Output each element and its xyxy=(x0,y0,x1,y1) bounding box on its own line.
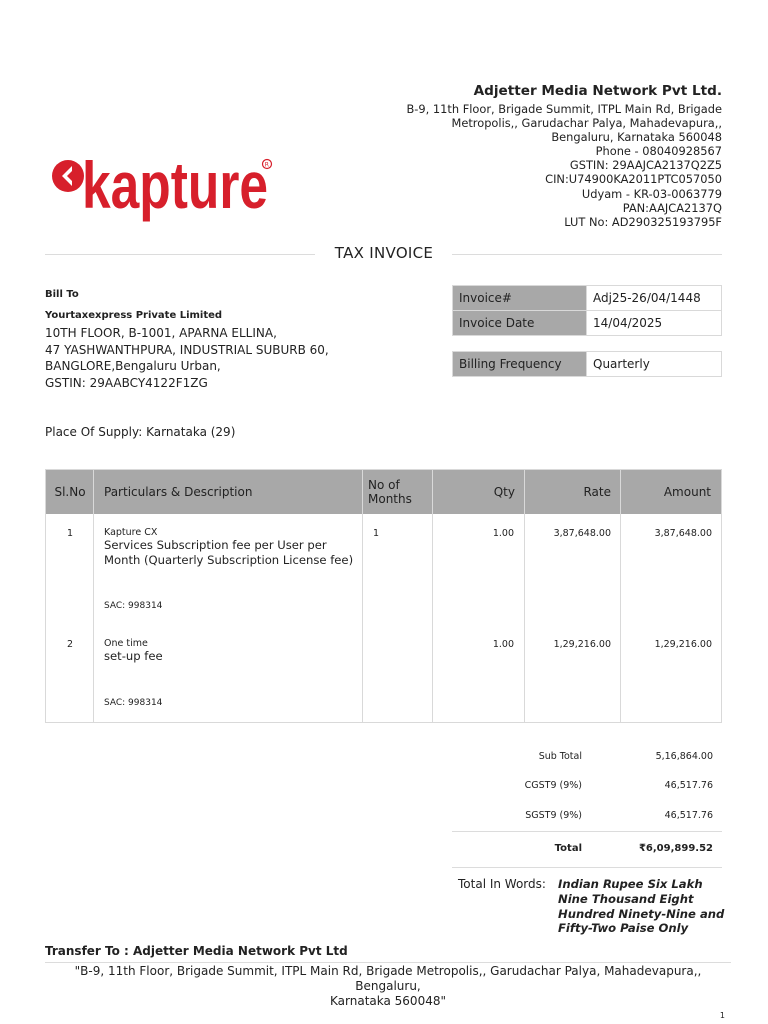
transfer-divider xyxy=(45,962,731,963)
row1-slno: 1 xyxy=(66,528,74,539)
document-title: TAX INVOICE xyxy=(0,244,768,262)
page-number: 1 xyxy=(719,1011,725,1020)
invoice-number-value: Adj25-26/04/1448 xyxy=(587,286,722,311)
row2-qty: 1.00 xyxy=(492,639,514,650)
company-name: Adjetter Media Network Pvt Ltd. xyxy=(473,83,722,99)
customer-gstin: GSTIN: 29AABCY4122F1ZG xyxy=(45,375,208,390)
row2-rate: 1,29,216.00 xyxy=(553,639,611,650)
row2-product: One time xyxy=(104,638,148,649)
billing-frequency-table xyxy=(452,351,722,377)
customer-address-line: BANGLORE,Bengaluru Urban, xyxy=(45,359,221,373)
words-line: Hundred Ninety-Nine and xyxy=(558,906,725,921)
total-row xyxy=(452,843,722,863)
row1-desc-line: Month (Quarterly Subscription License fee) xyxy=(104,552,354,567)
invoice-info-table xyxy=(452,285,722,336)
company-address-line: Metropolis,, Garudachar Palya, Mahadevapura,, xyxy=(451,116,722,131)
invoice-date-label: Invoice Date xyxy=(453,311,587,336)
billing-frequency-row xyxy=(453,352,722,377)
words-line: Nine Thousand Eight xyxy=(558,891,694,906)
row1-sac: SAC: 998314 xyxy=(104,601,163,611)
subtotal-label: Sub Total xyxy=(538,751,582,762)
cgst-value: 46,517.76 xyxy=(664,780,713,791)
row2-description xyxy=(104,638,362,664)
total-in-words-label: Total In Words: xyxy=(458,877,546,891)
total-in-words xyxy=(558,877,728,936)
subtotal-value: 5,16,864.00 xyxy=(655,751,713,762)
bill-to-block xyxy=(45,287,329,391)
row1-description xyxy=(104,527,362,567)
cgst-row xyxy=(452,780,722,800)
billing-frequency-label: Billing Frequency xyxy=(453,352,587,377)
total-label: Total xyxy=(554,843,582,854)
customer-address-line: 47 YASHWANTHPURA, INDUSTRIAL SUBURB 60, xyxy=(45,342,329,357)
line-items-table xyxy=(45,469,722,723)
customer-name: Yourtaxexpress Private Limited xyxy=(45,309,223,321)
words-line: Fifty-Two Paise Only xyxy=(558,921,689,936)
company-cin: CIN:U74900KA2011PTC057050 xyxy=(545,172,722,187)
company-address-line: B-9, 11th Floor, Brigade Summit, ITPL Main Rd, Brigade xyxy=(406,102,722,116)
row1-desc-line: Services Subscription fee per User per xyxy=(104,538,327,552)
company-phone: Phone - 08040928567 xyxy=(595,144,722,159)
row2-slno: 2 xyxy=(66,639,74,650)
words-line: Indian Rupee Six Lakh xyxy=(558,877,703,891)
company-address-line: Bengaluru, Karnataka 560048 xyxy=(551,130,722,145)
invoice-number-label: Invoice# xyxy=(453,286,587,311)
header-months xyxy=(358,470,433,514)
invoice-date-row xyxy=(453,311,722,336)
bill-to-label: Bill To xyxy=(45,289,79,300)
transfer-to-title: Transfer To : Adjetter Media Network Pvt Ltd xyxy=(45,944,348,958)
company-block xyxy=(406,82,722,229)
sgst-value: 46,517.76 xyxy=(664,810,713,821)
row2-desc-line: set-up fee xyxy=(104,649,163,663)
svg-text:R: R xyxy=(264,161,269,169)
totals-divider xyxy=(452,867,722,868)
row1-months: 1 xyxy=(373,528,380,539)
company-udyam: Udyam - KR-03-0063779 xyxy=(581,186,722,201)
header-months-line1: No of xyxy=(368,478,400,492)
header-months-line2: Months xyxy=(368,492,412,506)
kapture-logo xyxy=(50,146,278,236)
invoice-date-value: 14/04/2025 xyxy=(587,311,722,336)
row1-rate: 3,87,648.00 xyxy=(553,528,611,539)
invoice-number-row xyxy=(453,286,722,311)
header-amount: Amount xyxy=(663,485,711,499)
header-particulars: Particulars & Description xyxy=(104,485,253,499)
transfer-address xyxy=(45,964,731,1009)
sgst-label: SGST9 (9%) xyxy=(525,810,582,821)
header-rate: Rate xyxy=(583,485,611,499)
sgst-row xyxy=(452,810,722,830)
transfer-address-line: "B-9, 11th Floor, Brigade Summit, ITPL Main Rd, Brigade Metropolis,, Garudachar Palya, Mahadevapura,, Bengaluru, xyxy=(74,964,702,993)
company-pan: PAN:AAJCA2137Q xyxy=(622,200,722,215)
row1-product: Kapture CX xyxy=(104,527,158,538)
row2-sac: SAC: 998314 xyxy=(104,698,163,708)
company-lut: LUT No: AD290325193795F xyxy=(564,214,722,229)
total-value: ₹6,09,899.52 xyxy=(638,843,713,854)
row1-qty: 1.00 xyxy=(492,528,514,539)
cgst-label: CGST9 (9%) xyxy=(524,780,582,791)
place-of-supply: Place Of Supply: Karnataka (29) xyxy=(45,425,236,439)
row1-amount: 3,87,648.00 xyxy=(654,528,712,539)
billing-frequency-value: Quarterly xyxy=(587,352,722,377)
header-slno: Sl.No xyxy=(54,485,86,499)
transfer-address-line: Karnataka 560048" xyxy=(330,994,446,1008)
customer-address-line: 10TH FLOOR, B-1001, APARNA ELLINA, xyxy=(45,326,277,340)
totals-divider xyxy=(452,831,722,832)
header-qty: Qty xyxy=(493,485,515,499)
row2-amount: 1,29,216.00 xyxy=(654,639,712,650)
svg-text:kapture: kapture xyxy=(82,148,268,222)
subtotal-row xyxy=(452,751,722,771)
company-gstin: GSTIN: 29AAJCA2137Q2Z5 xyxy=(569,158,722,173)
